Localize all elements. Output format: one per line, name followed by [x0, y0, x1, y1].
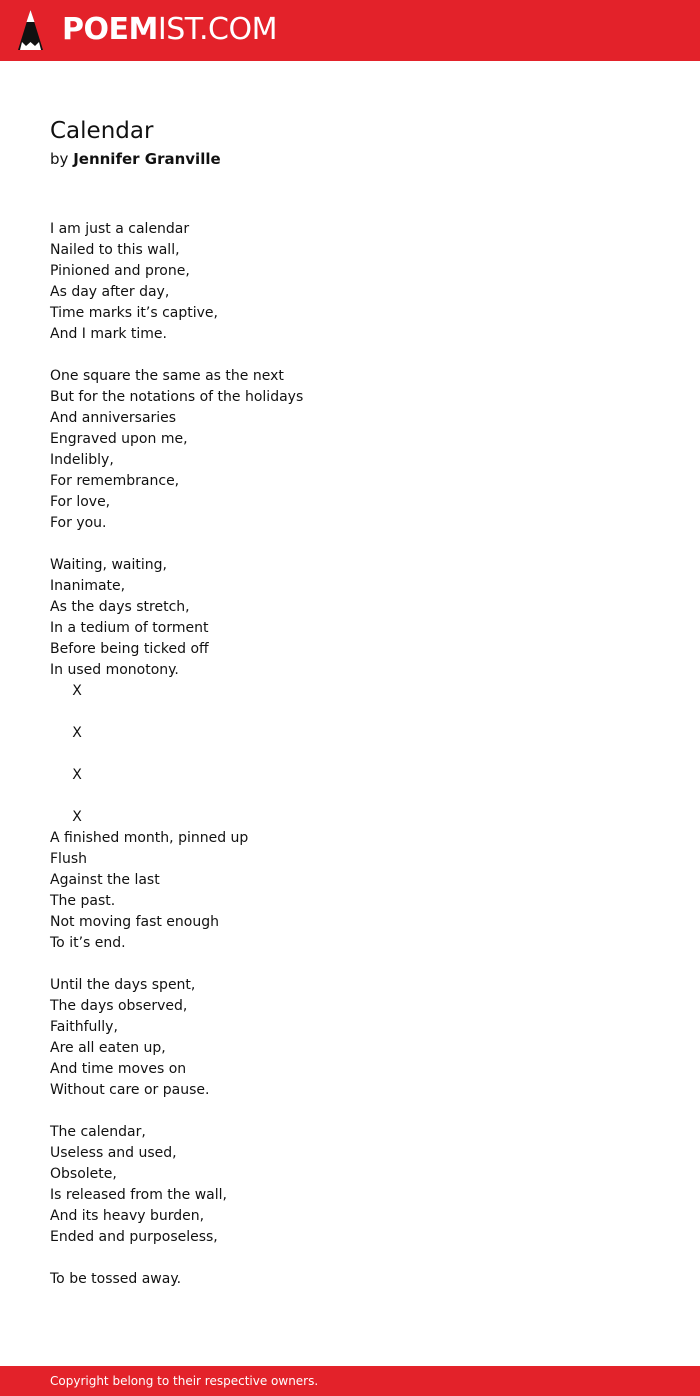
- site-header: [0, 0, 700, 61]
- poem-line: X: [50, 767, 82, 783]
- poem-line: [50, 345, 670, 366]
- poem-line: Indelibly,: [50, 452, 114, 468]
- poem-line: Time marks it’s captive,: [50, 305, 218, 321]
- poem-line: [50, 786, 670, 807]
- poem-line: Nailed to this wall,: [50, 242, 180, 258]
- poem-line: [50, 954, 670, 975]
- poem-line: Is released from the wall,: [50, 1187, 227, 1203]
- poem-line: The days observed,: [50, 998, 188, 1014]
- poem-line: Flush: [50, 851, 87, 867]
- poem-line: And time moves on: [50, 1061, 187, 1077]
- poem-line: [50, 1101, 670, 1122]
- brand-light: IST.COM: [157, 12, 277, 47]
- poem-line: Engraved upon me,: [50, 431, 188, 447]
- poem-line: [50, 534, 670, 555]
- poem-line: [50, 702, 670, 723]
- by-word: by: [50, 150, 69, 168]
- poem-line: And anniversaries: [50, 410, 177, 426]
- poem-line: As day after day,: [50, 284, 170, 300]
- poem-line: To it’s end.: [50, 935, 126, 951]
- poem-line: I am just a calendar: [50, 221, 190, 237]
- site-logo-text[interactable]: [62, 12, 277, 48]
- poem-line: X: [50, 725, 82, 741]
- poem-line: A finished month, pinned up: [50, 830, 249, 846]
- poem-title: Calendar: [50, 118, 154, 144]
- poem-line: Are all eaten up,: [50, 1040, 166, 1056]
- poem-line: Until the days spent,: [50, 977, 196, 993]
- poem-line: For love,: [50, 494, 111, 510]
- poem-line: Useless and used,: [50, 1145, 177, 1161]
- poem-line: And its heavy burden,: [50, 1208, 205, 1224]
- author-name: Jennifer Granville: [73, 150, 221, 168]
- poem-line: Pinioned and prone,: [50, 263, 190, 279]
- poem-line: Inanimate,: [50, 578, 126, 594]
- poem-line: [50, 744, 670, 765]
- poem-line: One square the same as the next: [50, 368, 284, 384]
- copyright-notice: Copyright belong to their respective owners.: [50, 1374, 319, 1388]
- poem-body: [50, 219, 670, 1290]
- poem-line: The calendar,: [50, 1124, 146, 1140]
- poem-line: X: [50, 809, 82, 825]
- poem-line: For you.: [50, 515, 107, 531]
- poem-line: To be tossed away.: [50, 1271, 182, 1287]
- poem-line: Not moving fast enough: [50, 914, 219, 930]
- poem-line: Obsolete,: [50, 1166, 117, 1182]
- poem-line: Without care or pause.: [50, 1082, 210, 1098]
- poem-line: X: [50, 683, 82, 699]
- poem-line: Waiting, waiting,: [50, 557, 167, 573]
- poem-line: Faithfully,: [50, 1019, 118, 1035]
- poem-line: In a tedium of torment: [50, 620, 209, 636]
- poem-line: As the days stretch,: [50, 599, 190, 615]
- pencil-tip-icon[interactable]: [17, 9, 44, 52]
- byline: [50, 149, 221, 169]
- site-footer: [0, 1366, 700, 1396]
- poem-line: And I mark time.: [50, 326, 167, 342]
- brand-bold: POEM: [62, 12, 158, 47]
- poem-line: For remembrance,: [50, 473, 180, 489]
- poem-line: Against the last: [50, 872, 160, 888]
- poem-line: The past.: [50, 893, 116, 909]
- poem-line: Before being ticked off: [50, 641, 209, 657]
- poem-line: [50, 1248, 670, 1269]
- poem-line: In used monotony.: [50, 662, 179, 678]
- poem-line: Ended and purposeless,: [50, 1229, 218, 1245]
- poem-line: But for the notations of the holidays: [50, 389, 304, 405]
